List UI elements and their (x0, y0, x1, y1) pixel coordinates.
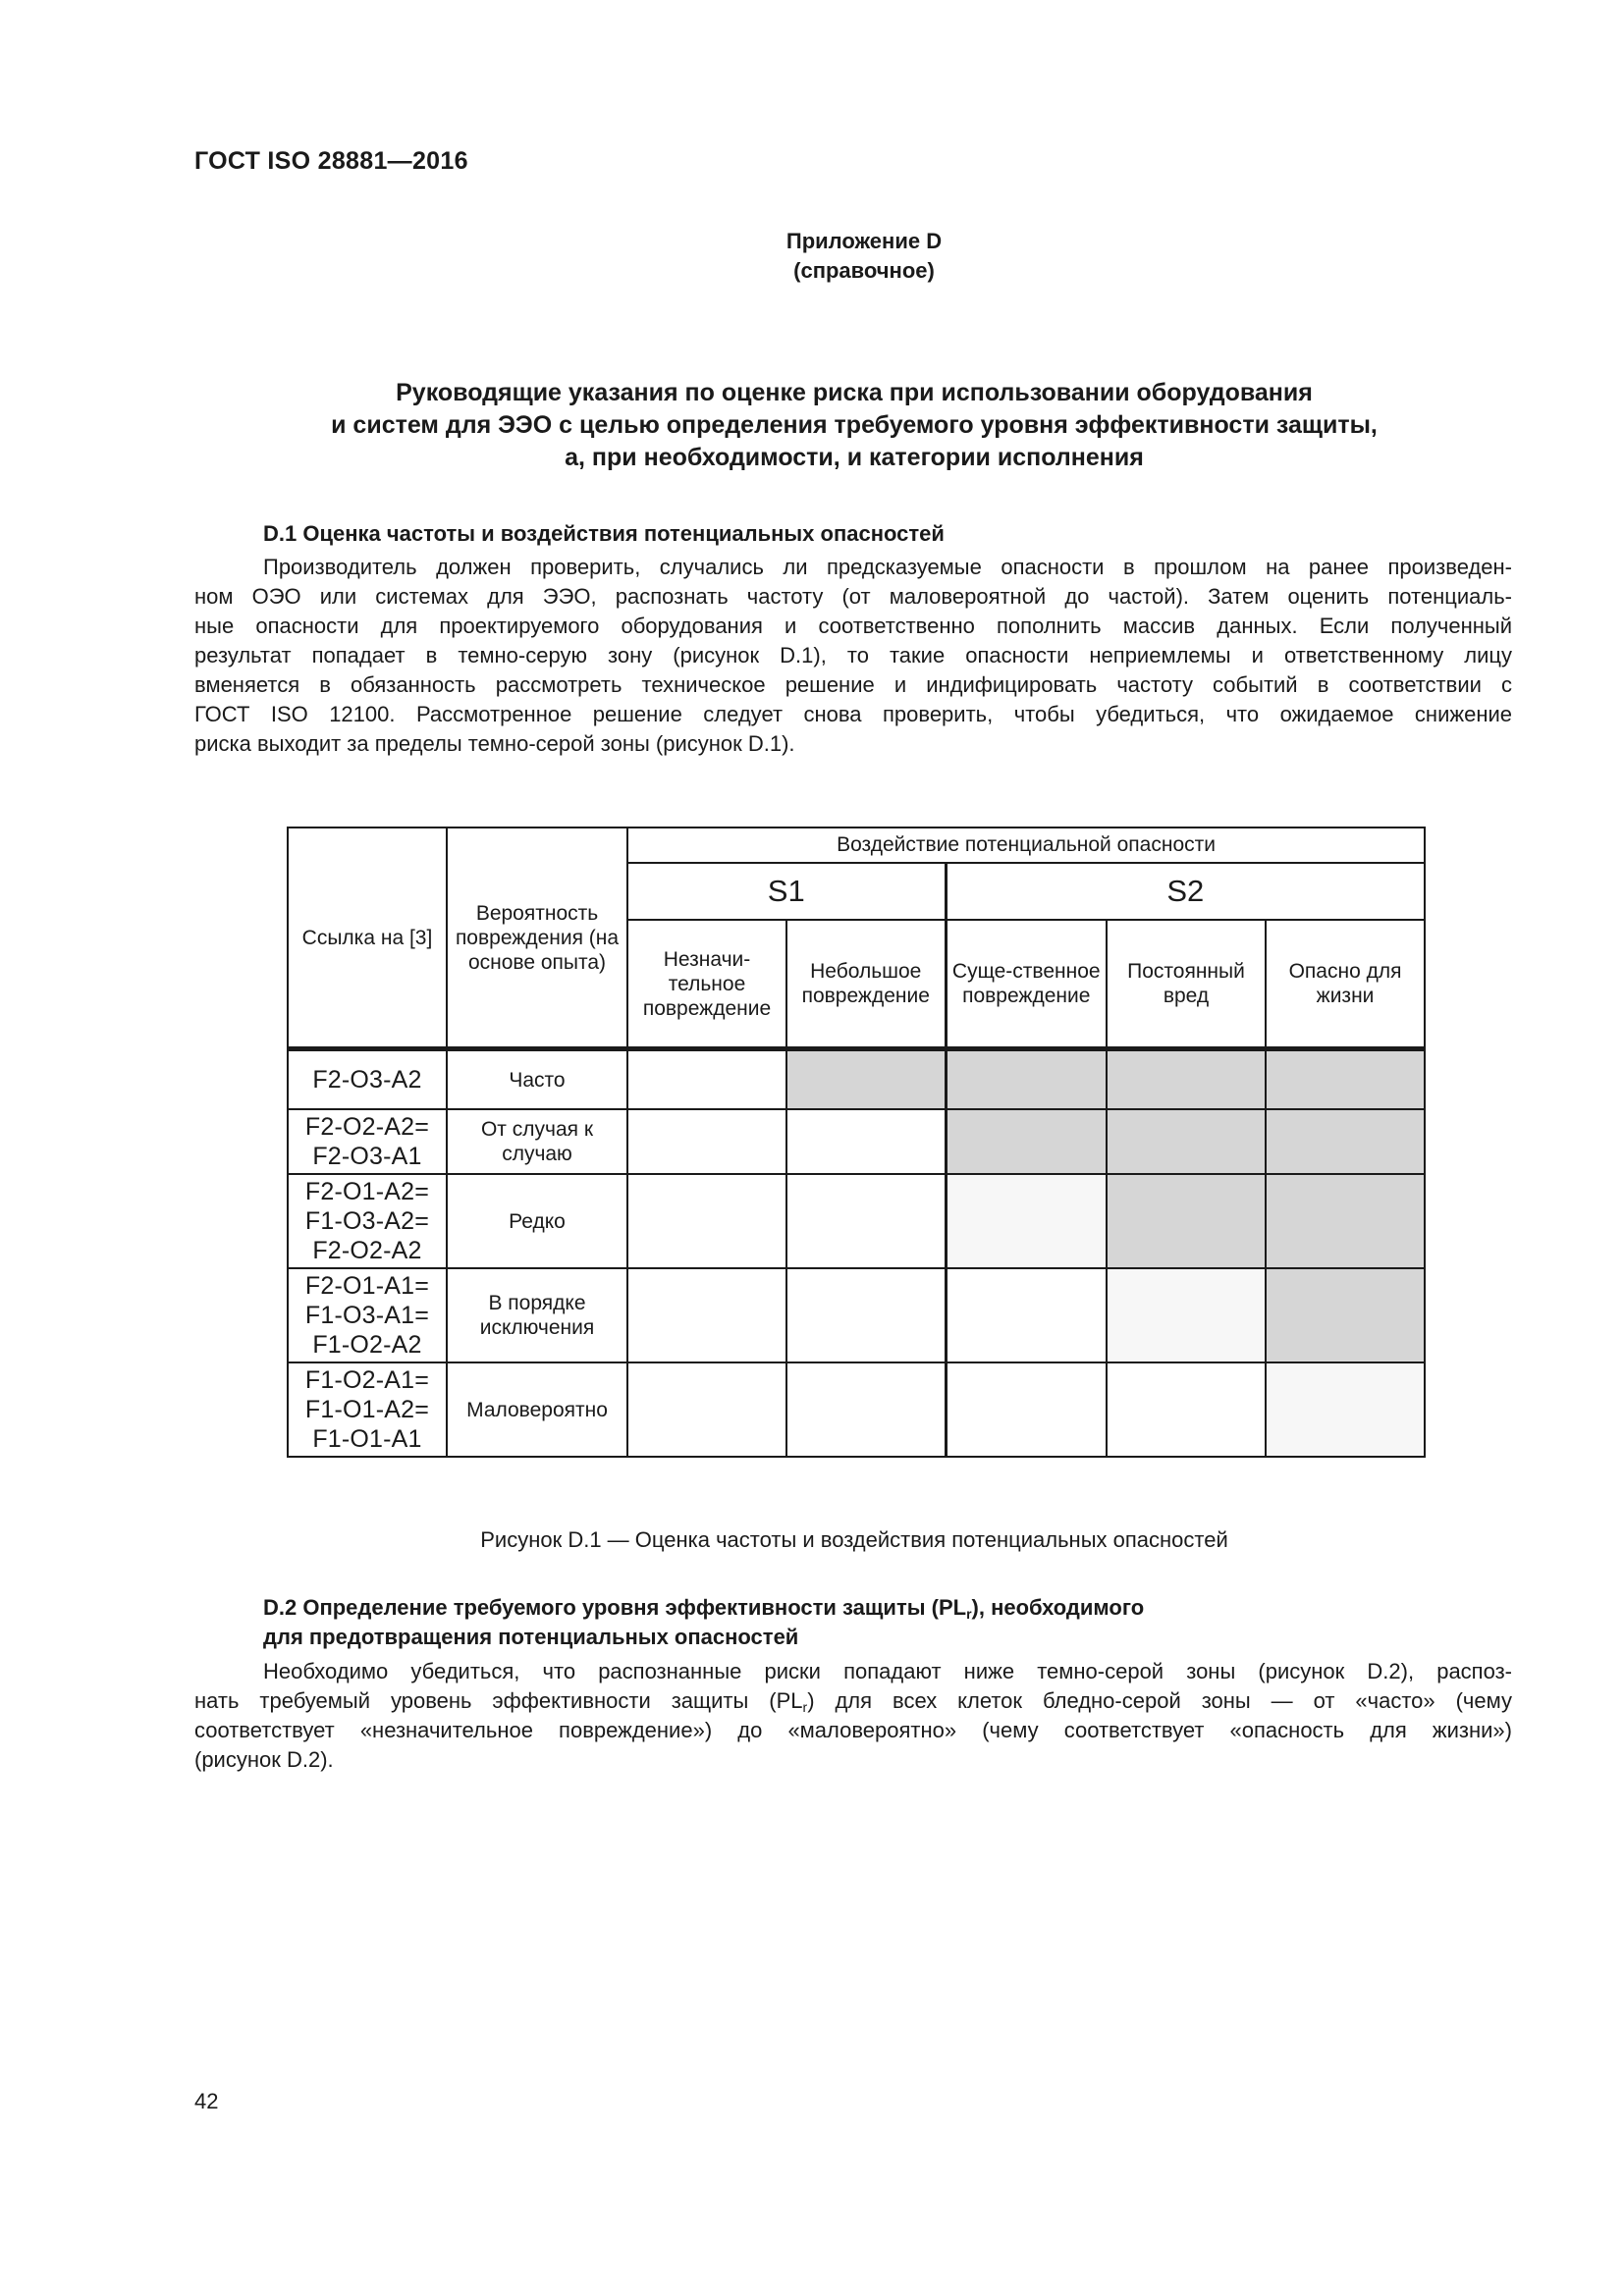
ref-code-line: F1-O3-A2= (304, 1207, 430, 1235)
probability-column-header: Вероятность повреждения (на основе опыта) (447, 828, 627, 1049)
matrix-cell (627, 1362, 786, 1457)
severity-header: Незначи-тельное повреждение (627, 920, 786, 1049)
probability-cell: В порядке исключения (447, 1268, 627, 1362)
section-heading-d1: D.1 Оценка частоты и воздействия потенциальных опасностей (263, 521, 945, 546)
probability-cell: Часто (447, 1049, 627, 1110)
ref-code-line: F2-O3-A1 (312, 1143, 422, 1170)
ref-multiline (289, 1271, 446, 1360)
section-d1-paragraph (194, 553, 1512, 759)
matrix-cell (946, 1362, 1107, 1457)
ref-cell: F2-O3-A2 (288, 1049, 447, 1110)
matrix-cell (786, 1362, 946, 1457)
matrix-cell (1107, 1268, 1266, 1362)
matrix-cell (1266, 1174, 1425, 1268)
severity-group-s1: S1 (627, 863, 946, 920)
matrix-cell (627, 1109, 786, 1174)
impact-header: Воздействие потенциальной опасности (627, 828, 1425, 863)
appendix-type: (справочное) (793, 258, 935, 283)
matrix-cell (1107, 1049, 1266, 1110)
matrix-cell (946, 1109, 1107, 1174)
probability-cell: Редко (447, 1174, 627, 1268)
matrix-cell (786, 1049, 946, 1110)
ref-multiline (289, 1112, 446, 1171)
matrix-cell (946, 1268, 1107, 1362)
ref-column-header: Ссылка на [3] (288, 828, 447, 1049)
severity-header: Опасно для жизни (1266, 920, 1425, 1049)
heading-text: для предотвращения потенциальных опасностей (263, 1625, 799, 1649)
appendix-title: Приложение D (785, 229, 943, 253)
risk-matrix-table (287, 827, 1426, 1458)
ref-multiline (289, 1177, 446, 1265)
paragraph-line: риска выходит за пределы темно-серой зоны (рисунок D.1). (194, 731, 795, 756)
text-run: ) для всех клеток бледно-серой зоны — от «часто» (чему (807, 1688, 1512, 1713)
ref-code-line: F1-O3-A1= (304, 1302, 430, 1329)
subscript: r (802, 1699, 808, 1715)
matrix-cell (1266, 1109, 1425, 1174)
matrix-cell (627, 1268, 786, 1362)
ref-cell (288, 1174, 447, 1268)
ref-code-line: F2-O2-A2= (304, 1113, 430, 1141)
matrix-cell (786, 1174, 946, 1268)
paragraph-line: ном ОЭО или системах для ЭЭО, распознать частоту (от маловероятной до частой). Затем оценить потенциаль- (194, 584, 1512, 609)
matrix-cell (1266, 1268, 1425, 1362)
matrix-cell (627, 1174, 786, 1268)
ref-code-line: F2-O2-A2 (312, 1237, 422, 1264)
matrix-cell (1107, 1174, 1266, 1268)
heading-text: D.2 Определение требуемого уровня эффективности защиты (PL (263, 1595, 967, 1620)
subscript: r (966, 1606, 972, 1622)
section-heading-d2 (263, 1593, 1144, 1652)
section-d2-paragraph (194, 1657, 1512, 1775)
document-header: ГОСТ ISO 28881—2016 (194, 147, 468, 175)
paragraph-line: вменяется в обязанность рассмотреть техническое решение и индифицировать частоту событий в соответствии с (194, 672, 1512, 697)
paragraph-line: результат попадает в темно-серую зону (рисунок D.1), то такие опасности неприемлемы и ответственному лицу (194, 643, 1512, 667)
paragraph-line: соответствует «незначительное повреждение») до «маловероятно» (чему соответствует «опасность для жизни») (194, 1718, 1512, 1742)
severity-header: Постоянный вред (1107, 920, 1266, 1049)
paragraph-line: (рисунок D.2). (194, 1747, 334, 1772)
severity-header: Небольшое повреждение (786, 920, 946, 1049)
matrix-cell (1107, 1109, 1266, 1174)
probability-cell: От случая к случаю (447, 1109, 627, 1174)
matrix-cell (627, 1049, 786, 1110)
heading-text: ), необходимого (971, 1595, 1145, 1620)
matrix-cell (786, 1109, 946, 1174)
paragraph-line: ГОСТ ISO 12100. Рассмотренное решение следует снова проверить, чтобы убедиться, что ожидаемое снижение (194, 702, 1512, 726)
ref-code-line: F2-O1-A1= (304, 1272, 430, 1300)
ref-multiline (289, 1365, 446, 1454)
ref-code-line: F1-O2-A1= (304, 1366, 430, 1394)
main-title-line: а, при необходимости, и категории исполнения (565, 444, 1144, 471)
main-title-line: Руководящие указания по оценке риска при использовании оборудования (396, 379, 1313, 406)
paragraph-line: Необходимо убедиться, что распознанные риски попадают ниже темно-серой зоны (рисунок D.2), распоз- (263, 1659, 1512, 1683)
ref-code-line: F1-O1-A2= (304, 1396, 430, 1423)
matrix-cell (1266, 1362, 1425, 1457)
ref-cell (288, 1109, 447, 1174)
matrix-cell (1107, 1362, 1266, 1457)
paragraph-line (194, 1686, 1512, 1716)
matrix-cell (1266, 1049, 1425, 1110)
matrix-cell (946, 1049, 1107, 1110)
ref-cell (288, 1268, 447, 1362)
text-run: нать требуемый уровень эффективности защиты (PL (194, 1688, 803, 1713)
ref-code-line: F2-O1-A2= (304, 1178, 430, 1205)
main-title-line: и систем для ЭЭО с целью определения требуемого уровня эффективности защиты, (331, 411, 1378, 439)
ref-code-line: F1-O2-A2 (312, 1331, 422, 1359)
severity-header: Суще-ственное повреждение (946, 920, 1107, 1049)
figure-caption: Рисунок D.1 — Оценка частоты и воздействия потенциальных опасностей (480, 1527, 1228, 1552)
main-title (206, 377, 1502, 474)
severity-group-s2: S2 (946, 863, 1425, 920)
paragraph-line: Производитель должен проверить, случались ли предсказуемые опасности в прошлом на ранее произведен- (263, 555, 1512, 579)
probability-cell: Маловероятно (447, 1362, 627, 1457)
paragraph-line: ные опасности для проектируемого оборудования и соответственно пополнить массив данных. Если полученный (194, 614, 1512, 638)
ref-cell (288, 1362, 447, 1457)
ref-code-line: F1-O1-A1 (312, 1425, 422, 1453)
matrix-cell (786, 1268, 946, 1362)
page-number: 42 (194, 2089, 219, 2113)
matrix-cell (946, 1174, 1107, 1268)
